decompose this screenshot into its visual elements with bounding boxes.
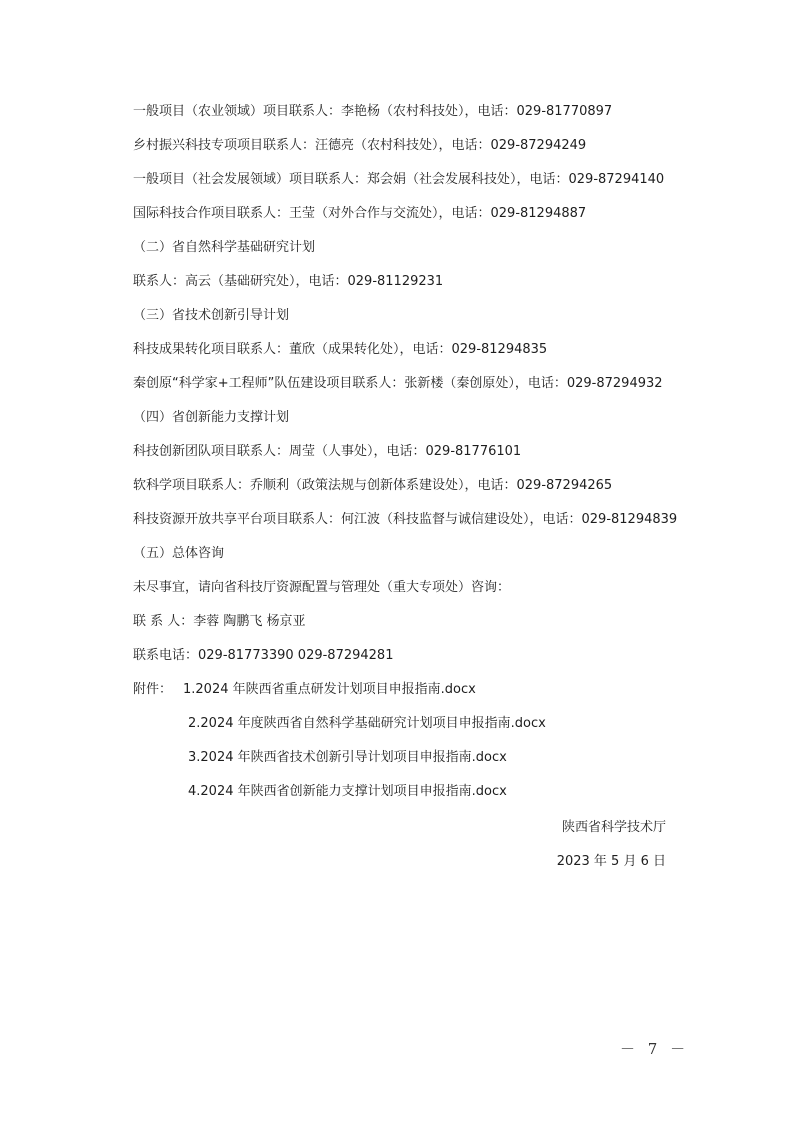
signature-org: 陕西省科学技术厅 bbox=[561, 820, 666, 835]
contact-agriculture: 一般项目（农业领域）项目联系人：李艳杨（农村科技处），电话：029-81770897 bbox=[133, 104, 613, 119]
signature-date: 2023 年 5 月 6 日 bbox=[556, 854, 666, 869]
section-heading-4: （四）省创新能力支撑计划 bbox=[133, 410, 290, 425]
attachment-2[interactable]: 2.2024 年度陕西省自然科学基础研究计划项目申报指南.docx bbox=[188, 716, 546, 731]
attachment-3[interactable]: 3.2024 年陕西省技术创新引导计划项目申报指南.docx bbox=[188, 750, 507, 765]
general-contacts-names: 李蓉 陶鹏飞 杨京亚 bbox=[193, 614, 306, 629]
contact-qinchuangyuan: 秦创原“科学家+工程师”队伍建设项目联系人：张新楼（秦创原处），电话：029-87294932 bbox=[133, 376, 663, 391]
contact-international: 国际科技合作项目联系人：王莹（对外合作与交流处），电话：029-81294887 bbox=[133, 206, 587, 221]
section-heading-3: （三）省技术创新引导计划 bbox=[133, 308, 290, 323]
general-contacts bbox=[133, 614, 306, 630]
section-heading-5: （五）总体咨询 bbox=[133, 546, 225, 561]
contact-social-development: 一般项目（社会发展领域）项目联系人：郑会娟（社会发展科技处），电话：029-87294140 bbox=[133, 172, 665, 187]
consultation-note: 未尽事宜，请向省科技厅资源配置与管理处（重大专项处）咨询： bbox=[133, 580, 511, 595]
contact-resource-sharing: 科技资源开放共享平台项目联系人：何江波（科技监督与诚信建设处），电话：029-81294839 bbox=[133, 512, 678, 527]
attachment-1[interactable]: 1.2024 年陕西省重点研发计划项目申报指南.docx bbox=[183, 682, 476, 697]
contact-innovation-team: 科技创新团队项目联系人：周莹（人事处），电话：029-81776101 bbox=[133, 444, 522, 459]
contact-rural-revitalization: 乡村振兴科技专项项目联系人：汪德亮（农村科技处），电话：029-87294249 bbox=[133, 138, 587, 153]
section-heading-2: （二）省自然科学基础研究计划 bbox=[133, 240, 316, 255]
page-number: － 7 － bbox=[620, 1040, 690, 1058]
general-contacts-label: 联 系 人： bbox=[133, 614, 194, 629]
contact-basic-research: 联系人：高云（基础研究处），电话：029-81129231 bbox=[133, 274, 444, 289]
contact-achievement-transfer: 科技成果转化项目联系人：董欣（成果转化处），电话：029-81294835 bbox=[133, 342, 548, 357]
general-phone: 联系电话：029-81773390 029-87294281 bbox=[133, 648, 394, 663]
attachment-4[interactable]: 4.2024 年陕西省创新能力支撑计划项目申报指南.docx bbox=[188, 784, 507, 799]
contact-soft-science: 软科学项目联系人：乔顺利（政策法规与创新体系建设处），电话：029-87294265 bbox=[133, 478, 613, 493]
attachments-label: 附件： bbox=[133, 682, 173, 697]
